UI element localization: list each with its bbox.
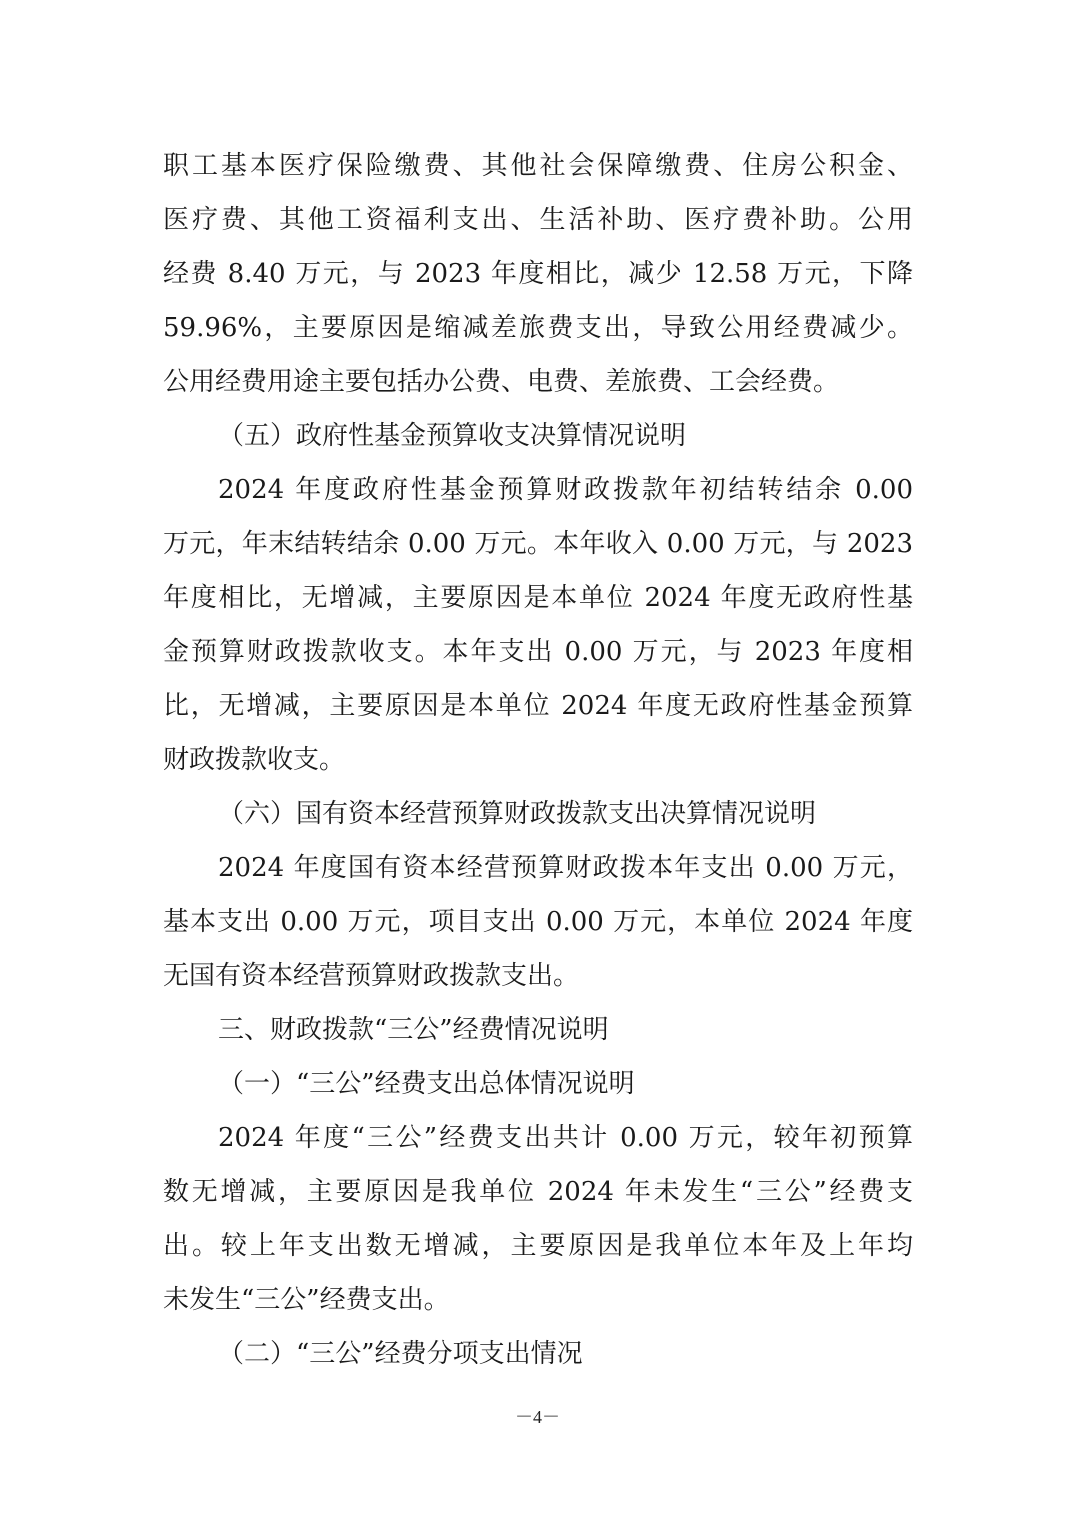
body-text-line: 基本支出 0.00 万元，项目支出 0.00 万元，本单位 2024 年度 <box>163 907 913 937</box>
section-heading: （一）“三公”经费支出总体情况说明 <box>218 1069 635 1099</box>
section-heading: （六）国有资本经营预算财政拨款支出决算情况说明 <box>218 799 817 829</box>
body-text-line: 经费 8.40 万元，与 2023 年度相比，减少 12.58 万元，下降 <box>163 259 913 289</box>
body-text-line: 金预算财政拨款收支。本年支出 0.00 万元，与 2023 年度相 <box>163 637 913 667</box>
body-text-line: 职工基本医疗保险缴费、其他社会保障缴费、住房公积金、 <box>163 151 913 181</box>
section-heading: （五）政府性基金预算收支决算情况说明 <box>218 421 687 451</box>
page-number: －4－ <box>515 1407 560 1427</box>
body-text-line: 比，无增减，主要原因是本单位 2024 年度无政府性基金预算 <box>163 691 913 721</box>
body-text-line: 年度相比，无增减，主要原因是本单位 2024 年度无政府性基 <box>163 583 913 613</box>
body-text-line: 2024 年度政府性基金预算财政拨款年初结转结余 0.00 <box>218 475 913 505</box>
chapter-heading: 三、财政拨款“三公”经费情况说明 <box>218 1015 609 1045</box>
body-text-line: 财政拨款收支。 <box>163 745 346 775</box>
body-text-line: 医疗费、其他工资福利支出、生活补助、医疗费补助。公用 <box>163 205 913 235</box>
body-text-line: 万元，年末结转结余 0.00 万元。本年收入 0.00 万元，与 2023 <box>163 529 913 559</box>
body-text-line: 2024 年度国有资本经营预算财政拨本年支出 0.00 万元， <box>218 853 913 883</box>
body-text-line: 出。较上年支出数无增减，主要原因是我单位本年及上年均 <box>163 1231 913 1261</box>
body-text-line: 未发生“三公”经费支出。 <box>163 1285 450 1315</box>
body-text-line: 数无增减，主要原因是我单位 2024 年未发生“三公”经费支 <box>163 1177 913 1207</box>
section-heading: （二）“三公”经费分项支出情况 <box>218 1339 583 1369</box>
body-text-line: 无国有资本经营预算财政拨款支出。 <box>163 961 580 991</box>
body-text-line: 59.96%，主要原因是缩减差旅费支出，导致公用经费减少。 <box>163 313 913 343</box>
body-text-line: 公用经费用途主要包括办公费、电费、差旅费、工会经费。 <box>163 367 840 397</box>
body-text-line: 2024 年度“三公”经费支出共计 0.00 万元，较年初预算 <box>218 1123 913 1153</box>
